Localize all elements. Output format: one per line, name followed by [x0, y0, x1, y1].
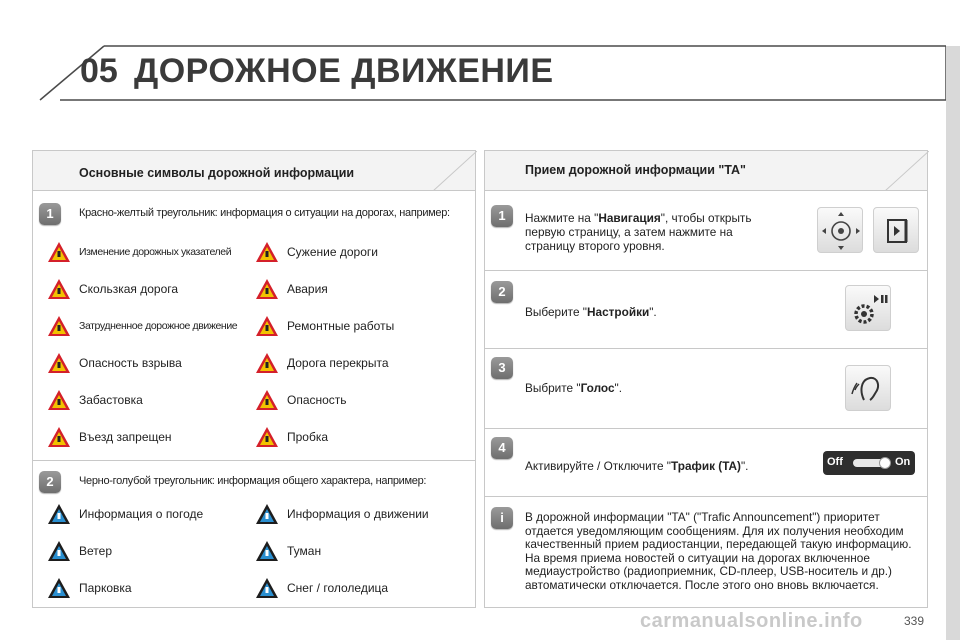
- chapter-title: ДОРОЖНОЕ ДВИЖЕНИЕ: [134, 52, 554, 90]
- left-panel-title: Основные символы дорожной информации: [79, 166, 355, 180]
- sign-label: Туман: [287, 544, 322, 558]
- sign-item: [47, 350, 182, 376]
- sign-item: [255, 424, 328, 450]
- ta-step-1-badge: 1: [491, 205, 513, 227]
- settings-gear-icon: [846, 286, 892, 332]
- header-diagonal: [393, 151, 477, 191]
- wind-icon: [47, 540, 71, 562]
- sign-item: [47, 538, 112, 564]
- sign-label: Сужение дороги: [287, 245, 378, 259]
- sign-item: [255, 501, 429, 527]
- right-panel: [484, 150, 928, 608]
- parking-icon: [47, 577, 71, 599]
- ta-step-4: [485, 429, 927, 497]
- right-panel-title: Прием дорожной информации "TA": [525, 163, 746, 177]
- sign-label: Затрудненное дорожное движение: [79, 320, 238, 332]
- step-2-badge: 2: [39, 471, 61, 493]
- ta-toggle-switch[interactable]: [823, 451, 915, 475]
- step-1-section: [33, 191, 475, 461]
- signpost-change-icon: [47, 241, 71, 263]
- ta-step-2: [485, 271, 927, 349]
- navigation-joystick-icon: [818, 208, 864, 254]
- ta-step-3-badge: 3: [491, 357, 513, 379]
- sign-label: Дорога перекрыта: [287, 356, 389, 370]
- secondary-page-button[interactable]: [873, 207, 919, 253]
- ta-step-2-text: Выберите "Настройки".: [525, 305, 657, 319]
- sign-label: Опасность взрыва: [79, 356, 182, 370]
- voice-button[interactable]: [845, 365, 891, 411]
- ta-step-3-text: Выбрите "Голос".: [525, 381, 622, 395]
- traffic-jam-icon: [255, 426, 279, 448]
- accident-icon: [255, 278, 279, 300]
- weather-info-icon: [47, 503, 71, 525]
- sign-item: [255, 575, 388, 601]
- sign-label: Информация о движении: [287, 507, 429, 521]
- sign-label: Забастовка: [79, 393, 143, 407]
- strike-icon: [47, 389, 71, 411]
- sign-item: [47, 501, 203, 527]
- fog-icon: [255, 540, 279, 562]
- chapter-number: 05: [80, 52, 118, 90]
- sign-item: [47, 276, 178, 302]
- sign-label: Авария: [287, 282, 328, 296]
- sign-label: Снег / гололедица: [287, 581, 389, 595]
- page-enter-icon: [874, 208, 920, 254]
- ta-step-3: [485, 349, 927, 429]
- step-1-badge: 1: [39, 203, 61, 225]
- ta-info-section: [485, 497, 927, 609]
- step-1-text: Красно-желтый треугольник: информация о ситуации на дорогах, например:: [79, 207, 450, 219]
- sign-item: [47, 424, 172, 450]
- sign-item: [47, 387, 143, 413]
- voice-icon: [846, 366, 892, 412]
- sign-item: [255, 538, 321, 564]
- left-panel: [32, 150, 476, 608]
- sign-item: [255, 313, 394, 339]
- step-2-text: Черно-голубой треугольник: информация общего характера, например:: [79, 475, 427, 487]
- toggle-knob: [879, 457, 891, 469]
- ta-step-1: [485, 191, 927, 271]
- sign-label: Изменение дорожных указателей: [79, 246, 232, 258]
- sign-label: Ветер: [79, 544, 112, 558]
- sign-label: Скользкая дорога: [79, 282, 179, 296]
- sign-item: [47, 313, 237, 339]
- danger-icon: [255, 389, 279, 411]
- settings-button[interactable]: [845, 285, 891, 331]
- sign-label: Парковка: [79, 581, 132, 595]
- info-badge: i: [491, 507, 513, 529]
- sign-item: [255, 239, 378, 265]
- toggle-on-label: On: [895, 456, 911, 468]
- watermark: carmanualsonline.info: [640, 610, 863, 632]
- traffic-info-icon: [255, 503, 279, 525]
- sign-item: [47, 239, 231, 265]
- sign-item: [47, 575, 132, 601]
- slippery-road-icon: [47, 278, 71, 300]
- header-diagonal: [845, 151, 929, 191]
- road-narrows-icon: [255, 241, 279, 263]
- sign-item: [255, 387, 347, 413]
- heavy-traffic-icon: [47, 315, 71, 337]
- ta-step-4-badge: 4: [491, 437, 513, 459]
- sign-label: Опасность: [287, 393, 347, 407]
- ta-step-4-text: Активируйте / Отключите "Трафик (TA)".: [525, 459, 749, 473]
- sign-label: Пробка: [287, 430, 329, 444]
- sign-label: Въезд запрещен: [79, 430, 172, 444]
- toggle-off-label: Off: [827, 456, 843, 468]
- road-closed-icon: [255, 352, 279, 374]
- page-number: 339: [904, 614, 925, 628]
- page-side-bar: [946, 46, 960, 640]
- ta-step-1-text: Нажмите на "Навигация", чтобы открыть первую страницу, а затем нажмите на страницу второго уровня.: [525, 211, 752, 253]
- explosion-icon: [47, 352, 71, 374]
- navigation-button[interactable]: [817, 207, 863, 253]
- ta-info-text: В дорожной информации "TA" ("Trafic Announcement") приоритет отдается уведомляющим сообщениям. Для их получения необходим качественный прием радиостанции, передающей такую информацию. На время приема новостей о ситуации на дорогах включенное медиаустройство (радиоприемник, CD-плеер, USB-носитель и др.) автоматически отключается. После этого оно вновь включается.: [525, 510, 912, 592]
- sign-label: Информация о погоде: [79, 507, 204, 521]
- sign-item: [255, 276, 328, 302]
- no-entry-icon: [47, 426, 71, 448]
- left-panel-header: [33, 151, 475, 191]
- sign-item: [255, 350, 389, 376]
- step-2-section: [33, 461, 475, 609]
- roadworks-icon: [255, 315, 279, 337]
- snow-ice-icon: [255, 577, 279, 599]
- right-panel-header: [485, 151, 927, 191]
- sign-label: Ремонтные работы: [287, 319, 395, 333]
- ta-step-2-badge: 2: [491, 281, 513, 303]
